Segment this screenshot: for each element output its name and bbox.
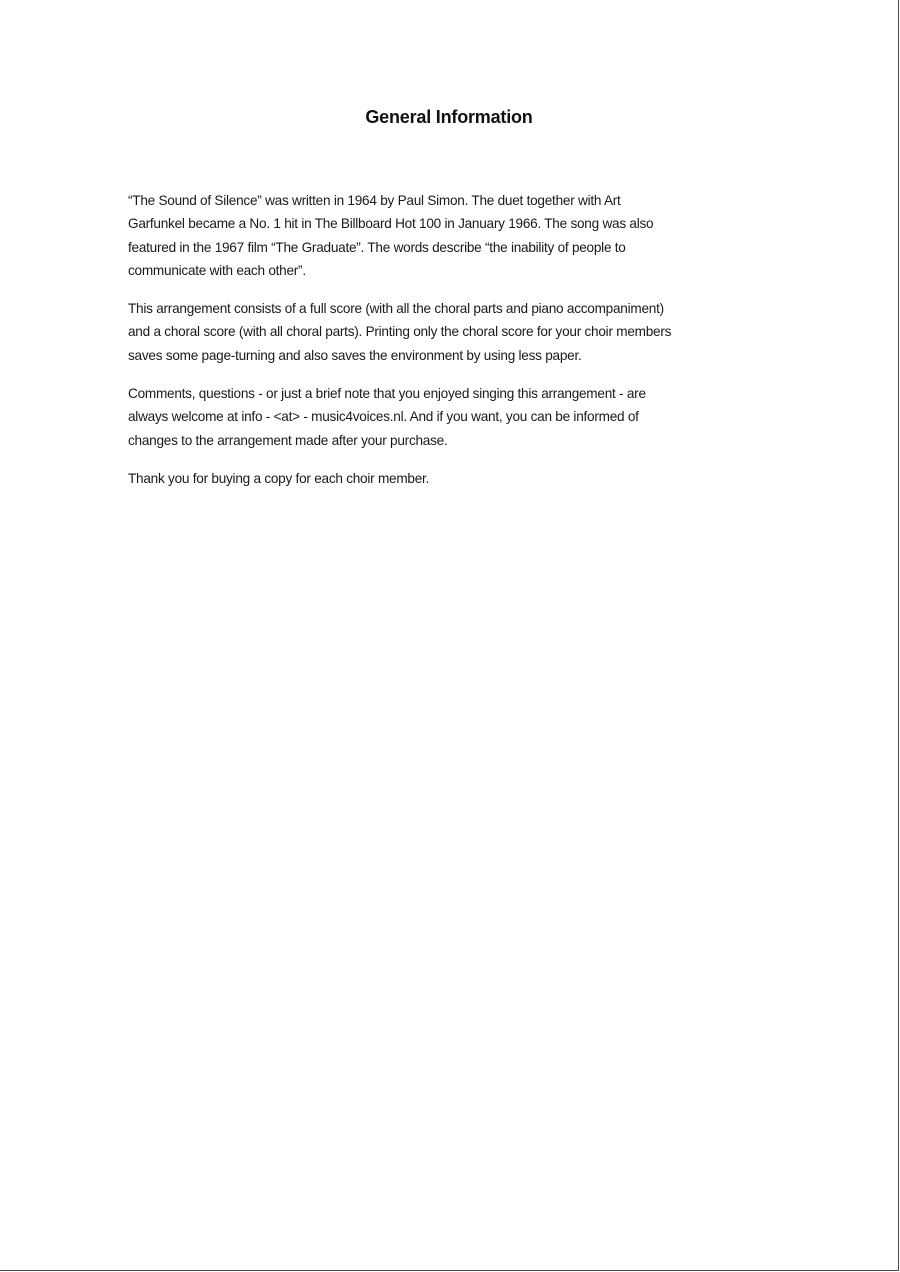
paragraph-arrangement	[128, 297, 788, 367]
text-line: Comments, questions - or just a brief note that you enjoyed singing this arrangement - are	[128, 386, 646, 402]
text-line: and a choral score (with all choral parts). Printing only the choral score for your choir members	[128, 324, 672, 340]
text-line: Garfunkel became a No. 1 hit in The Billboard Hot 100 in January 1966. The song was also	[128, 216, 654, 232]
document-body	[128, 189, 788, 505]
text-line: featured in the 1967 film “The Graduate”. The words describe “the inability of people to	[128, 239, 626, 255]
text-line: saves some page-turning and also saves the environment by using less paper.	[128, 347, 582, 363]
text-line: Thank you for buying a copy for each choir member.	[128, 470, 430, 486]
paragraph-contact	[128, 382, 788, 452]
paragraph-thanks	[128, 467, 788, 490]
text-line: “The Sound of Silence” was written in 1964 by Paul Simon. The duet together with Art	[128, 193, 621, 208]
text-line: changes to the arrangement made after your purchase.	[128, 432, 448, 448]
paragraph-history	[128, 189, 788, 282]
text-line: This arrangement consists of a full score (with all the choral parts and piano accompaniment)	[128, 301, 664, 317]
page-title: General Information	[365, 107, 533, 127]
text-line: always welcome at info - <at> - music4voices.nl. And if you want, you can be informed of	[128, 409, 639, 425]
text-line: communicate with each other”.	[128, 262, 306, 278]
